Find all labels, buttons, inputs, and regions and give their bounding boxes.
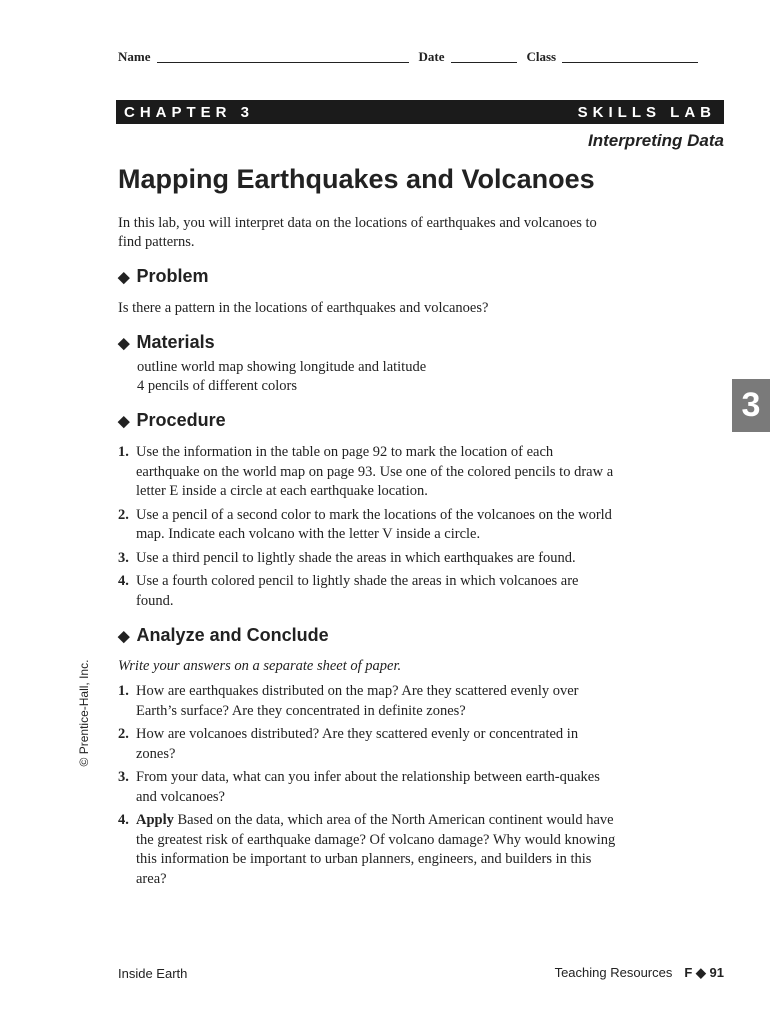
question-text: From your data, what can you infer about the relationship between earth-quakes and volcanoes? [136, 769, 600, 805]
question-number: 4. [118, 812, 129, 828]
analyze-heading [118, 625, 329, 646]
materials-item: outline world map showing longitude and latitude [137, 359, 427, 375]
chapter-side-tab: 3 [732, 379, 770, 432]
step-text: Use the information in the table on page 92 to mark the location of each earthquake on the world map on page 93. Use one of the colored pencils to draw a letter E inside a circle at each earthquake location. [136, 444, 614, 499]
question-lead: Apply [136, 812, 174, 828]
procedure-step [118, 572, 618, 611]
step-text: Use a third pencil to lightly shade the areas in which earthquakes are found. [136, 549, 576, 566]
chapter-label: CHAPTER 3 [124, 103, 255, 121]
procedure-steps [118, 443, 618, 615]
procedure-heading [118, 410, 226, 431]
materials-list [137, 358, 637, 396]
materials-heading [118, 332, 215, 353]
footer-book-title: Inside Earth [118, 965, 188, 981]
page-number: F ◆ 91 [684, 965, 724, 980]
diamond-bullet-icon: ◆ [118, 334, 130, 352]
question-text: How are earthquakes distributed on the map? Are they scattered evenly over Earth’s surface? Are they concentrated in definite zones? [136, 683, 579, 719]
question-number: 3. [118, 769, 129, 785]
step-number: 3. [118, 549, 129, 566]
page-footer [118, 965, 724, 981]
analyze-questions [118, 682, 618, 893]
class-label: Class [526, 49, 557, 64]
copyright-notice: © Prentice-Hall, Inc. [77, 659, 91, 767]
step-number: 4. [118, 573, 129, 589]
analyze-question [118, 768, 618, 807]
date-blank[interactable] [451, 52, 517, 63]
procedure-step [118, 549, 618, 569]
chapter-bar [116, 100, 724, 124]
analyze-question [118, 811, 618, 889]
materials-heading-label: Materials [136, 332, 215, 352]
diamond-bullet-icon: ◆ [118, 627, 130, 645]
date-label: Date [418, 49, 445, 64]
step-text: Use a pencil of a second color to mark the locations of the volcanoes on the world map. Indicate each volcano with the letter V inside a circle. [136, 506, 612, 542]
problem-text: Is there a pattern in the locations of earthquakes and volcanoes? [118, 300, 489, 316]
procedure-heading-label: Procedure [136, 410, 226, 430]
intro-paragraph: In this lab, you will interpret data on the locations of earthquakes and volcanoes to find patterns. [118, 215, 597, 250]
lab-subtitle: Interpreting Data [587, 131, 724, 150]
step-text: Use a fourth colored pencil to lightly shade the areas in which volcanoes are found. [136, 573, 579, 609]
step-number: 2. [118, 506, 129, 523]
question-number: 1. [118, 683, 129, 699]
diamond-bullet-icon: ◆ [118, 412, 130, 430]
step-number: 1. [118, 444, 129, 460]
procedure-step [118, 506, 618, 545]
materials-item: 4 pencils of different colors [137, 378, 297, 394]
footer-resource-label: Teaching Resources [554, 965, 673, 980]
procedure-step [118, 443, 618, 502]
problem-heading-label: Problem [136, 266, 209, 286]
question-text: How are volcanoes distributed? Are they scattered evenly or concentrated in zones? [136, 726, 579, 762]
analyze-heading-label: Analyze and Conclude [136, 625, 329, 645]
lab-type-label: SKILLS LAB [577, 103, 716, 121]
page-title: Mapping Earthquakes and Volcanoes [118, 164, 595, 194]
name-label: Name [118, 49, 151, 64]
analyze-question [118, 682, 618, 721]
analyze-question [118, 725, 618, 764]
question-number: 2. [118, 726, 129, 742]
analyze-instruction: Write your answers on a separate sheet of paper. [118, 658, 402, 674]
name-blank[interactable] [157, 52, 409, 63]
footer-right [555, 965, 724, 981]
student-info-header [118, 49, 724, 65]
question-text: Based on the data, which area of the North American continent would have the greatest risk of earthquake damage? Of volcano damage? Why would knowing this information be important to urban planners, engineers, and builders in this area? [136, 812, 616, 887]
class-blank[interactable] [562, 52, 698, 63]
diamond-bullet-icon: ◆ [118, 268, 130, 286]
problem-heading [118, 266, 209, 287]
